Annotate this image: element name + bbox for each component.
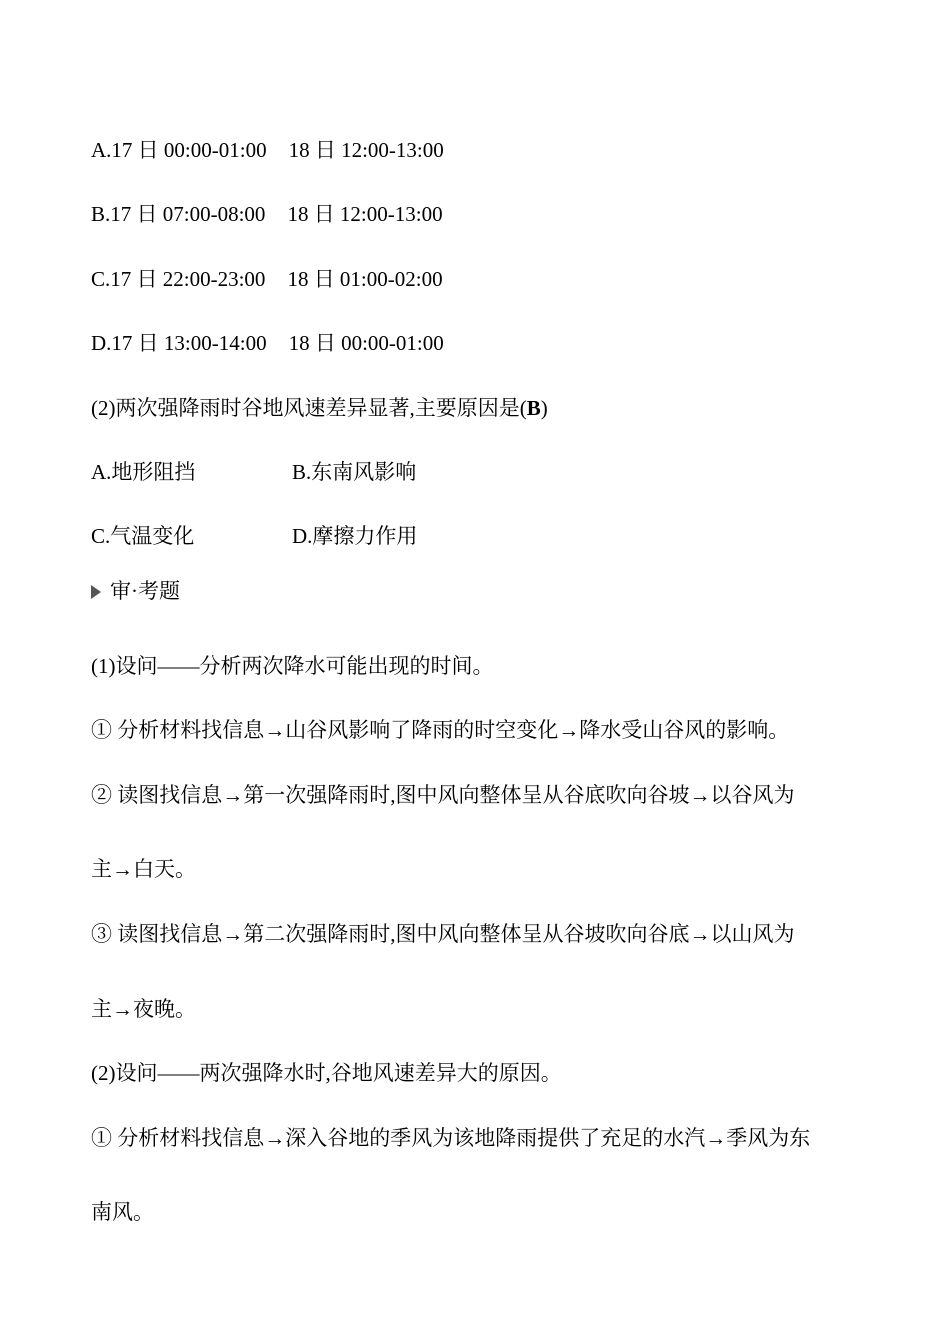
analysis-line: 主→白天。 (91, 857, 196, 881)
analysis-line: (1)设问——分析两次降水可能出现的时间。 (91, 654, 494, 678)
option-a: A.17 日 00:00-01:00 18 日 12:00-13:00 (91, 138, 444, 162)
q2-option-c: C.气温变化 (91, 524, 195, 548)
analysis-line: (2)设问——两次强降水时,谷地风速差异大的原因。 (91, 1061, 562, 1085)
analysis-line: ① 分析材料找信息→深入谷地的季风为该地降雨提供了充足的水汽→季风为东 (91, 1126, 811, 1150)
analysis-line: 主→夜晚。 (91, 997, 196, 1021)
q2-option-b: B.东南风影响 (292, 460, 417, 484)
answer: B (526, 396, 541, 420)
q2-option-a: A.地形阻挡 (91, 460, 196, 484)
analysis-line: ① 分析材料找信息→山谷风影响了降雨的时空变化→降水受山谷风的影响。 (91, 718, 790, 742)
triangle-right-icon (91, 585, 101, 599)
q2-option-d: D.摩擦力作用 (292, 524, 418, 548)
analysis-line: ③ 读图找信息→第二次强降雨时,图中风向整体呈从谷坡吹向谷底→以山风为 (91, 922, 795, 946)
option-d: D.17 日 13:00-14:00 18 日 00:00-01:00 (91, 331, 444, 355)
analysis-line: ② 读图找信息→第一次强降雨时,图中风向整体呈从谷底吹向谷坡→以谷风为 (91, 783, 795, 807)
option-b: B.17 日 07:00-08:00 18 日 12:00-13:00 (91, 202, 443, 226)
option-c: C.17 日 22:00-23:00 18 日 01:00-02:00 (91, 267, 443, 291)
analysis-line: 南风。 (91, 1200, 154, 1224)
question-2-stem: (2)两次强降雨时谷地风速差异显著,主要原因是(B) (91, 396, 548, 420)
section-heading: 审·考题 (91, 577, 180, 605)
